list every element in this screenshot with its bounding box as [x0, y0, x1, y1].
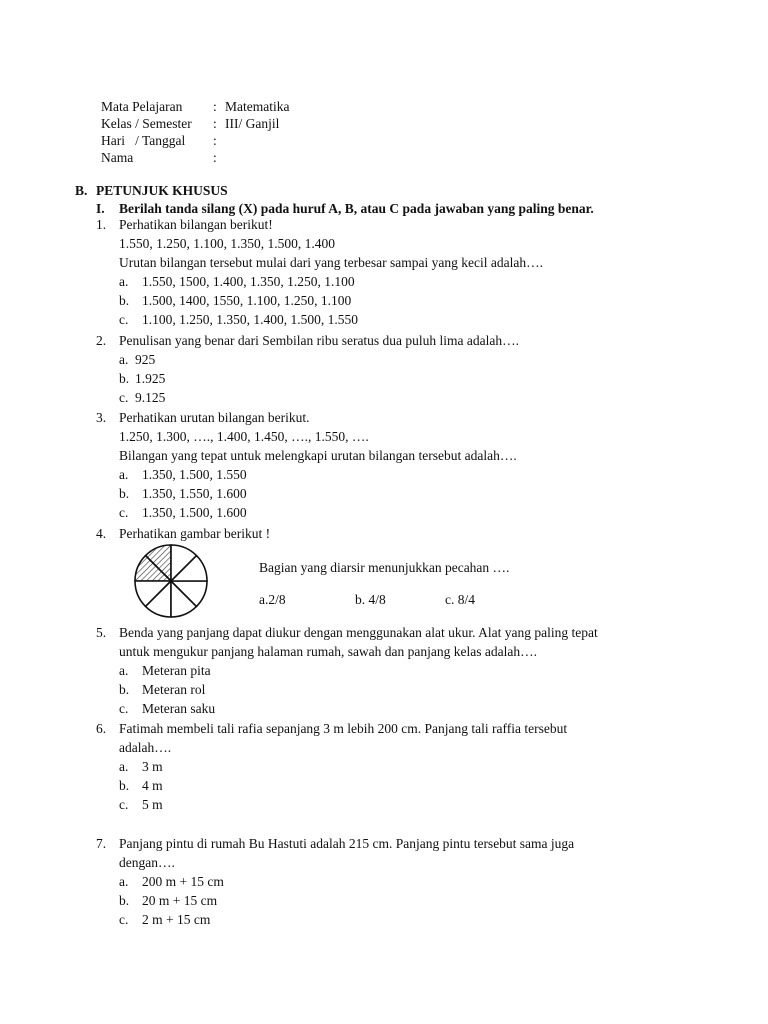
fraction-circle	[133, 543, 209, 619]
answer-option[interactable]	[119, 661, 696, 680]
header-row-subject	[101, 98, 289, 115]
question-text: Bilangan yang tepat untuk melengkapi urutan bilangan tersebut adalah….	[119, 448, 517, 463]
question-text: 1.550, 1.250, 1.100, 1.350, 1.500, 1.400	[119, 236, 335, 251]
option-label: a.	[119, 874, 129, 889]
question-number: 5.	[96, 625, 107, 640]
option-label: c.	[119, 505, 129, 520]
answer-option[interactable]	[119, 757, 696, 776]
question-number: 6.	[96, 721, 107, 736]
instruction-text: Berilah tanda silang (X) pada huruf A, B, atau C pada jawaban yang paling benar.	[119, 201, 594, 216]
question-text: Penulisan yang benar dari Sembilan ribu seratus dua puluh lima adalah….	[119, 333, 520, 348]
answer-option[interactable]	[119, 699, 696, 718]
header-colon: :	[213, 116, 217, 131]
option-text: 5 m	[142, 797, 163, 812]
question-number: 2.	[96, 333, 107, 348]
option-label: b.	[119, 682, 130, 697]
question-number: 7.	[96, 836, 107, 851]
question-text: adalah….	[119, 740, 172, 755]
option-label: b.	[119, 486, 130, 501]
answer-option[interactable]	[119, 680, 696, 699]
header-value: Matematika	[225, 99, 290, 114]
answer-option[interactable]	[119, 891, 696, 910]
question-5	[96, 623, 696, 718]
option-label: b.	[119, 371, 130, 386]
question-text: dengan….	[119, 855, 175, 870]
option-text: Meteran pita	[142, 663, 211, 678]
answer-option[interactable]	[119, 503, 696, 522]
option-label: b.	[119, 778, 130, 793]
question-number: 3.	[96, 410, 107, 425]
option-text: 20 m + 15 cm	[142, 893, 218, 908]
header-label: Hari / Tanggal	[101, 133, 186, 148]
section-heading	[75, 181, 228, 200]
option-text: Meteran rol	[142, 682, 206, 697]
answer-option[interactable]	[119, 465, 696, 484]
answer-option[interactable]	[119, 776, 696, 795]
option-text: 1.550, 1500, 1.400, 1.350, 1.250, 1.100	[142, 274, 355, 289]
question-text: Perhatikan bilangan berikut!	[119, 217, 273, 232]
question-text: Fatimah membeli tali rafia sepanjang 3 m lebih 200 cm. Panjang tali raffia tersebut	[119, 721, 568, 736]
option-label: c.	[119, 701, 129, 716]
answer-option[interactable]	[119, 369, 696, 388]
header-row-class	[101, 115, 289, 132]
question-text: Benda yang panjang dapat diukur dengan menggunakan alat ukur. Alat yang paling tepat	[119, 625, 598, 640]
header-colon: :	[213, 133, 217, 148]
question-text: untuk mengukur panjang halaman rumah, sawah dan panjang kelas adalah….	[119, 644, 537, 659]
question-number: 4.	[96, 526, 107, 541]
header-row-date	[101, 132, 289, 149]
option-text: 1.925	[135, 371, 166, 386]
question-6	[96, 719, 696, 814]
question-text: Panjang pintu di rumah Bu Hastuti adalah 215 cm. Panjang pintu tersebut sama juga	[119, 836, 575, 851]
option-label: a.	[119, 274, 129, 289]
question-4	[96, 524, 696, 543]
option-label: b.	[119, 893, 130, 908]
option-label: a.	[119, 467, 129, 482]
question-3	[96, 408, 696, 522]
option-label: c.	[119, 797, 129, 812]
header-row-name	[101, 149, 289, 166]
header-colon: :	[213, 150, 217, 165]
option-label: c.	[119, 912, 129, 927]
header-label: Kelas / Semester	[101, 116, 192, 131]
answer-option[interactable]	[119, 272, 696, 291]
answer-option[interactable]	[119, 291, 696, 310]
option-text: 1.500, 1400, 1550, 1.100, 1.250, 1.100	[142, 293, 352, 308]
option-label: c.	[119, 390, 129, 405]
section-marker: B.	[75, 183, 88, 198]
option-text: 3 m	[142, 759, 163, 774]
option-text: Meteran saku	[142, 701, 216, 716]
question-number: 1.	[96, 217, 107, 232]
answer-option[interactable]	[119, 910, 696, 929]
circle-sectors	[135, 545, 207, 617]
option-label: c.	[119, 312, 129, 327]
option-text: 925	[135, 352, 156, 367]
option-text: 1.350, 1.500, 1.600	[142, 505, 247, 520]
answer-option[interactable]: c. 8/4	[445, 592, 475, 607]
header-label: Mata Pelajaran	[101, 99, 183, 114]
section-title: PETUNJUK KHUSUS	[96, 183, 228, 198]
option-text: 1.350, 1.550, 1.600	[142, 486, 247, 501]
question-1	[96, 215, 696, 329]
instruction-marker: I.	[96, 201, 105, 216]
answer-option[interactable]	[119, 310, 696, 329]
option-text: 9.125	[135, 390, 166, 405]
option-label: b.	[119, 293, 130, 308]
header-label: Nama	[101, 150, 134, 165]
figure-question-text: Bagian yang diarsir menunjukkan pecahan ….	[259, 560, 510, 575]
option-text: 200 m + 15 cm	[142, 874, 224, 889]
option-label: a.	[119, 352, 129, 367]
option-text: 1.100, 1.250, 1.350, 1.400, 1.500, 1.550	[142, 312, 358, 327]
answer-option[interactable]: b. 4/8	[355, 592, 386, 607]
answer-option[interactable]: a.2/8	[259, 592, 286, 607]
option-label: a.	[119, 663, 129, 678]
option-text: 4 m	[142, 778, 163, 793]
option-text: 1.350, 1.500, 1.550	[142, 467, 247, 482]
answer-option[interactable]	[119, 872, 696, 891]
answer-option[interactable]	[119, 484, 696, 503]
question-2	[96, 331, 696, 407]
question-text: 1.250, 1.300, …., 1.400, 1.450, …., 1.550, ….	[119, 429, 369, 444]
exam-header	[101, 98, 289, 166]
header-value: III/ Ganjil	[225, 116, 280, 131]
question-text: Perhatikan urutan bilangan berikut.	[119, 410, 310, 425]
question-text: Urutan bilangan tersebut mulai dari yang terbesar sampai yang kecil adalah….	[119, 255, 543, 270]
answer-option[interactable]	[119, 795, 696, 814]
option-label: a.	[119, 759, 129, 774]
answer-option[interactable]	[119, 388, 696, 407]
question-text: Perhatikan gambar berikut !	[119, 526, 271, 541]
answer-option[interactable]	[119, 350, 696, 369]
option-text: 2 m + 15 cm	[142, 912, 211, 927]
header-colon: :	[213, 99, 217, 114]
question-7	[96, 834, 696, 929]
